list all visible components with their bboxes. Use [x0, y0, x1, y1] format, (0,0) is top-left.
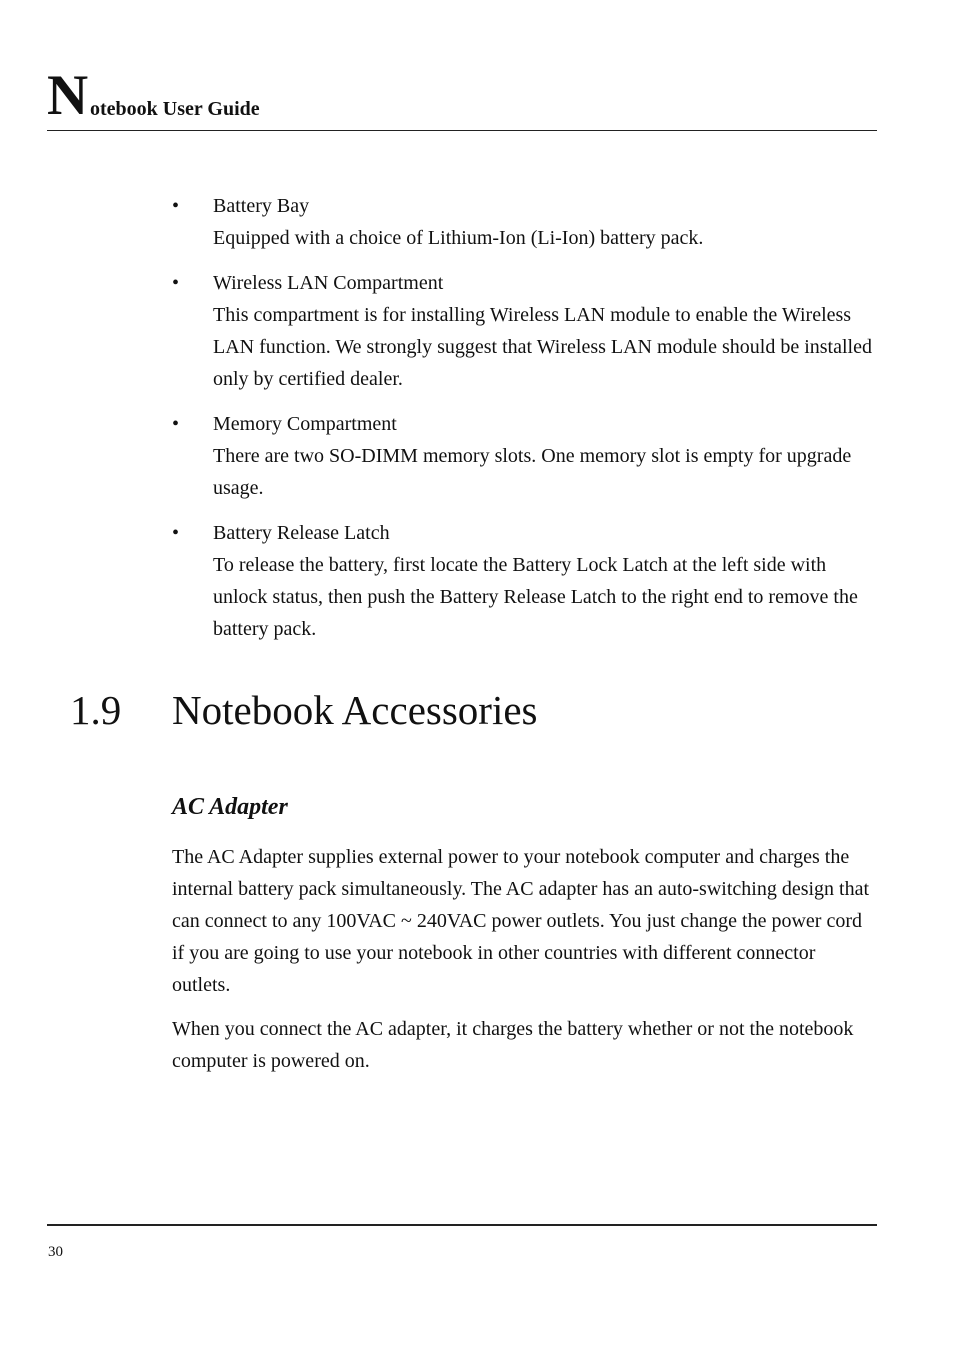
list-item-title: Battery Release Latch	[213, 522, 390, 544]
running-header	[47, 66, 877, 131]
bullet-icon: •	[172, 272, 180, 294]
bullet-icon: •	[172, 522, 180, 544]
section-title: Notebook Accessories	[172, 687, 538, 733]
paragraph-ac-adapter-charging: When you connect the AC adapter, it charges the battery whether or not the notebook computer is powered on.	[172, 1018, 854, 1072]
list-item-title: Wireless LAN Compartment	[213, 272, 444, 294]
page-number: 30	[48, 1244, 63, 1260]
list-item-text	[213, 517, 879, 645]
paragraph-ac-adapter-description: The AC Adapter supplies external power to your notebook computer and charges the internal battery pack simultaneously. The AC adapter has an auto-switching design that can connect to any 100VAC ~ 240VAC power outlets. You just change the power cord if you are going to use your notebook in other countries with different connector outlets.	[172, 846, 870, 996]
header-title: otebook User Guide	[90, 98, 260, 120]
header-initial: N	[47, 64, 89, 127]
list-item-title: Memory Compartment	[213, 413, 397, 435]
bullet-icon: •	[172, 413, 180, 435]
section-number: 1.9	[70, 687, 122, 733]
subsection-heading: AC Adapter	[172, 794, 288, 820]
list-item-body: There are two SO-DIMM memory slots. One memory slot is empty for upgrade usage.	[213, 445, 852, 499]
list-item-body: To release the battery, first locate the Battery Lock Latch at the left side with unlock status, then push the Battery Release Latch to the right end to remove the battery pack.	[213, 554, 858, 640]
bullet-icon: •	[172, 195, 180, 217]
list-item-body: Equipped with a choice of Lithium-Ion (Li-Ion) battery pack.	[213, 227, 704, 249]
footer-divider	[47, 1224, 877, 1226]
list-item-body: This compartment is for installing Wireless LAN module to enable the Wireless LAN function. We strongly suggest that Wireless LAN module should be installed only by certified dealer.	[213, 304, 872, 390]
list-item-text	[213, 408, 879, 504]
list-item-title: Battery Bay	[213, 195, 310, 217]
list-item-text	[213, 190, 879, 254]
section-heading	[70, 682, 538, 738]
list-item-text	[213, 267, 879, 395]
